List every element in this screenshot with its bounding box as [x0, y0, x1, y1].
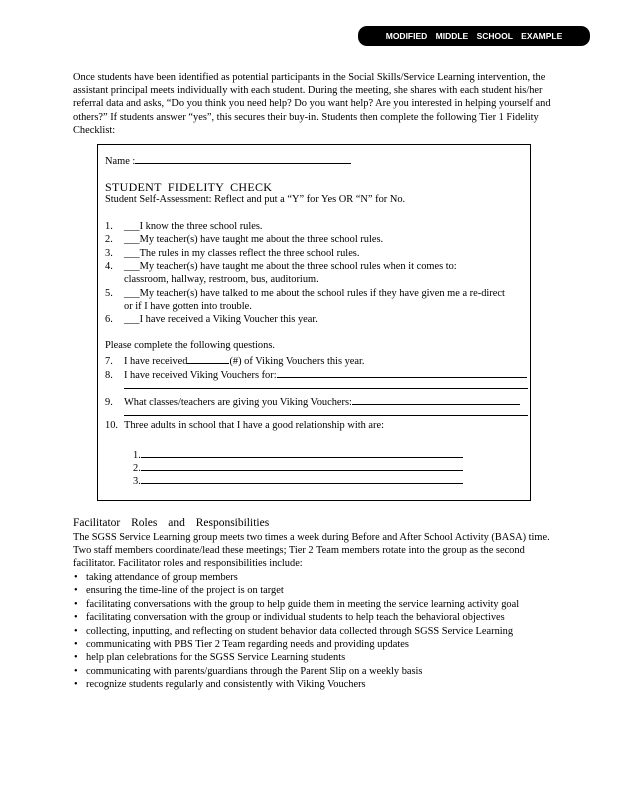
item-number: 2.: [105, 234, 113, 245]
item-number: 6.: [105, 314, 113, 325]
q7-text-after: (#) of Viking Vouchers this year.: [229, 356, 365, 367]
checklist-item: [105, 261, 457, 272]
question-10: [105, 420, 384, 431]
item-text: ___The rules in my classes reflect the three school rules.: [124, 248, 360, 259]
name-field[interactable]: [135, 153, 351, 164]
item-text: ___My teacher(s) have taught me about the three school rules when it comes to:: [124, 261, 457, 272]
list-item: • communicating with parents/guardians through the Parent Slip on a weekly basis: [73, 665, 553, 678]
item-number: 9.: [105, 397, 113, 408]
item-number: 4.: [105, 261, 113, 272]
item-number: 1.: [105, 221, 113, 232]
facilitator-section-title: Facilitator Roles and Responsibilities: [73, 517, 270, 529]
checklist-item: [105, 248, 359, 259]
name-label: Name :: [105, 156, 136, 167]
adult-entry: [133, 473, 463, 487]
item-number: 5.: [105, 288, 113, 299]
facilitator-paragraph: The SGSS Service Learning group meets two times a week during Before and After School Activity (BASA) time. Two staff members coordinate/lead these meetings; Tier 2 Team members rotate into the group as the second facilitator. Facilitator roles and responsibilities include:: [73, 532, 550, 570]
fidelity-checklist-form: [97, 144, 531, 501]
checklist-item: [105, 314, 318, 325]
q8-text: I have received Viking Vouchers for:: [124, 370, 277, 381]
adult-name-field[interactable]: [141, 473, 463, 484]
item-text: ___My teacher(s) have taught me about the three school rules.: [124, 234, 384, 245]
q8-answer-field[interactable]: [277, 367, 527, 378]
page-banner: MODIFIED MIDDLE SCHOOL EXAMPLE: [358, 26, 590, 46]
q9-text: What classes/teachers are giving you Viking Vouchers:: [124, 397, 352, 408]
item-text: ___My teacher(s) have talked to me about the school rules if they have given me a re-direct: [124, 288, 505, 299]
adult-number: 1.: [133, 450, 141, 461]
form-title: STUDENT FIDELITY CHECK: [105, 180, 273, 194]
item-number: 7.: [105, 356, 113, 367]
item-number: 8.: [105, 370, 113, 381]
item-text-continued: classroom, hallway, restroom, bus, auditorium.: [124, 274, 319, 285]
list-item: • collecting, inputting, and reflecting on student behavior data collected through SGSS Service Learning: [73, 625, 553, 638]
item-text: ___I know the three school rules.: [124, 221, 263, 232]
q9-answer-line[interactable]: [124, 405, 528, 416]
q7-text-before: I have received: [124, 356, 188, 367]
list-item: • help plan celebrations for the SGSS Service Learning students: [73, 651, 553, 664]
question-7: [105, 353, 364, 367]
list-item: • facilitating conversation with the group or individual students to help teach the behavioral objectives: [73, 611, 553, 624]
responsibilities-list: [73, 571, 553, 692]
intro-paragraph: Once students have been identified as potential participants in the Social Skills/Service Learning intervention, the assistant principal meets individually with each student. During the meeting, she shares with each student his/her referral data and asks, “Do you think you need help? Do you want help? Are you interested in helping yourself and others?” If students answer “yes”, this secures their buy-in. Students then complete the following Tier 1 Fidelity Checklist:: [73, 72, 551, 136]
adult-name-field[interactable]: [141, 447, 463, 458]
list-item: • recognize students regularly and consistently with Viking Vouchers: [73, 678, 553, 691]
item-text-continued: or if I have gotten into trouble.: [124, 301, 252, 312]
voucher-count-field[interactable]: [187, 353, 229, 364]
checklist-item: [105, 234, 383, 245]
adult-entry: [133, 460, 463, 474]
checklist-item: [105, 288, 505, 299]
adult-number: 2.: [133, 463, 141, 474]
q9-answer-field[interactable]: [352, 394, 520, 405]
item-number: 10.: [105, 420, 118, 431]
list-item: • communicating with PBS Tier 2 Team regarding needs and providing updates: [73, 638, 553, 651]
list-item: • facilitating conversations with the group to help guide them in meeting the service learning activity goal: [73, 598, 553, 611]
form-subtitle: Student Self-Assessment: Reflect and put a “Y” for Yes OR “N” for No.: [105, 194, 406, 205]
q10-text: Three adults in school that I have a good relationship with are:: [124, 420, 384, 431]
complete-prompt: Please complete the following questions.: [105, 340, 275, 351]
name-row: [105, 153, 351, 167]
item-text: ___I have received a Viking Voucher this year.: [124, 314, 318, 325]
list-item: • ensuring the time-line of the project is on target: [73, 584, 553, 597]
adult-entry: [133, 447, 463, 461]
checklist-item: [105, 221, 263, 232]
adult-number: 3.: [133, 476, 141, 487]
adult-name-field[interactable]: [141, 460, 463, 471]
item-number: 3.: [105, 248, 113, 259]
q8-answer-line[interactable]: [124, 378, 528, 389]
list-item: • taking attendance of group members: [73, 571, 553, 584]
